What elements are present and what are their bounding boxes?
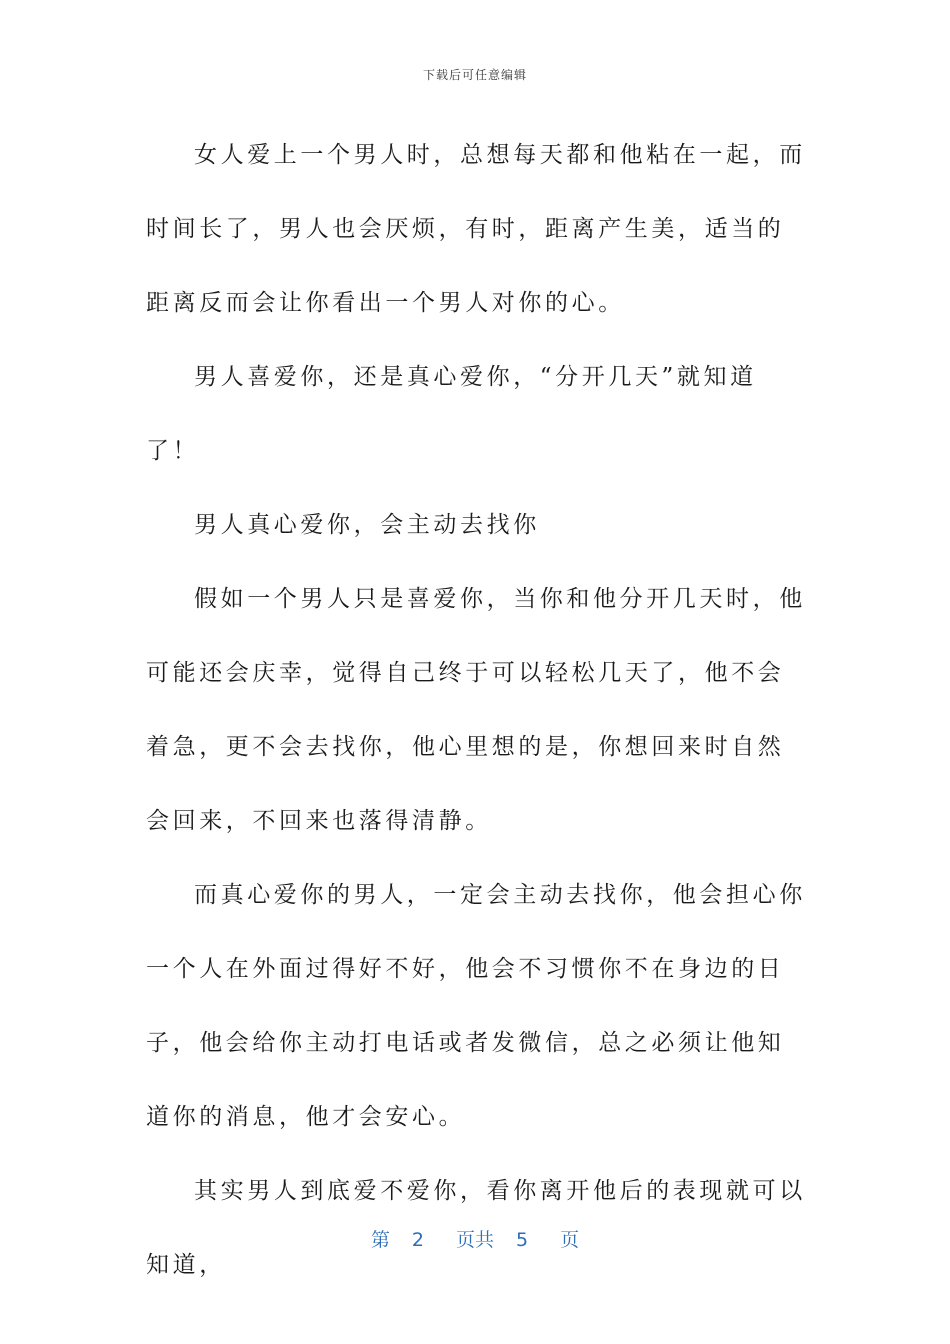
- page-number-total: 5: [516, 1229, 529, 1251]
- paragraph: 而真心爱你的男人，一定会主动去找你，他会担心你一个人在外面过得好不好，他会不习惯你不在身边的日子，他会给你主动打电话或者发微信，总之必须让他知道你的消息，他才会安心。: [146, 882, 806, 1130]
- page-number-separator: 页共: [455, 1229, 494, 1251]
- paragraph: 男人真心爱你，会主动去找你: [194, 512, 540, 538]
- page-number-suffix: 页: [560, 1229, 580, 1251]
- page-number-prefix: 第: [370, 1229, 390, 1251]
- paragraph: 男人喜爱你，还是真心爱你，“分开几天”就知道了！: [146, 364, 757, 464]
- paragraph: 假如一个男人只是喜爱你，当你和他分开几天时，他可能还会庆幸，觉得自己终于可以轻松几天了，他不会着急，更不会去找你，他心里想的是，你想回来时自然会回来，不回来也落得清静。: [146, 586, 806, 834]
- paragraph: 其实男人到底爱不爱你，看你离开他后的表现就可以知道，: [146, 1178, 806, 1278]
- page-footer: [0, 1225, 950, 1252]
- page-header: 下载后可任意编辑: [422, 68, 527, 82]
- paragraph: 女人爱上一个男人时，总想每天都和他粘在一起，而时间长了，男人也会厌烦，有时，距离产生美，适当的距离反而会让你看出一个男人对你的心。: [146, 142, 806, 316]
- page-number-current: 2: [411, 1229, 424, 1251]
- body-text: [146, 118, 806, 1302]
